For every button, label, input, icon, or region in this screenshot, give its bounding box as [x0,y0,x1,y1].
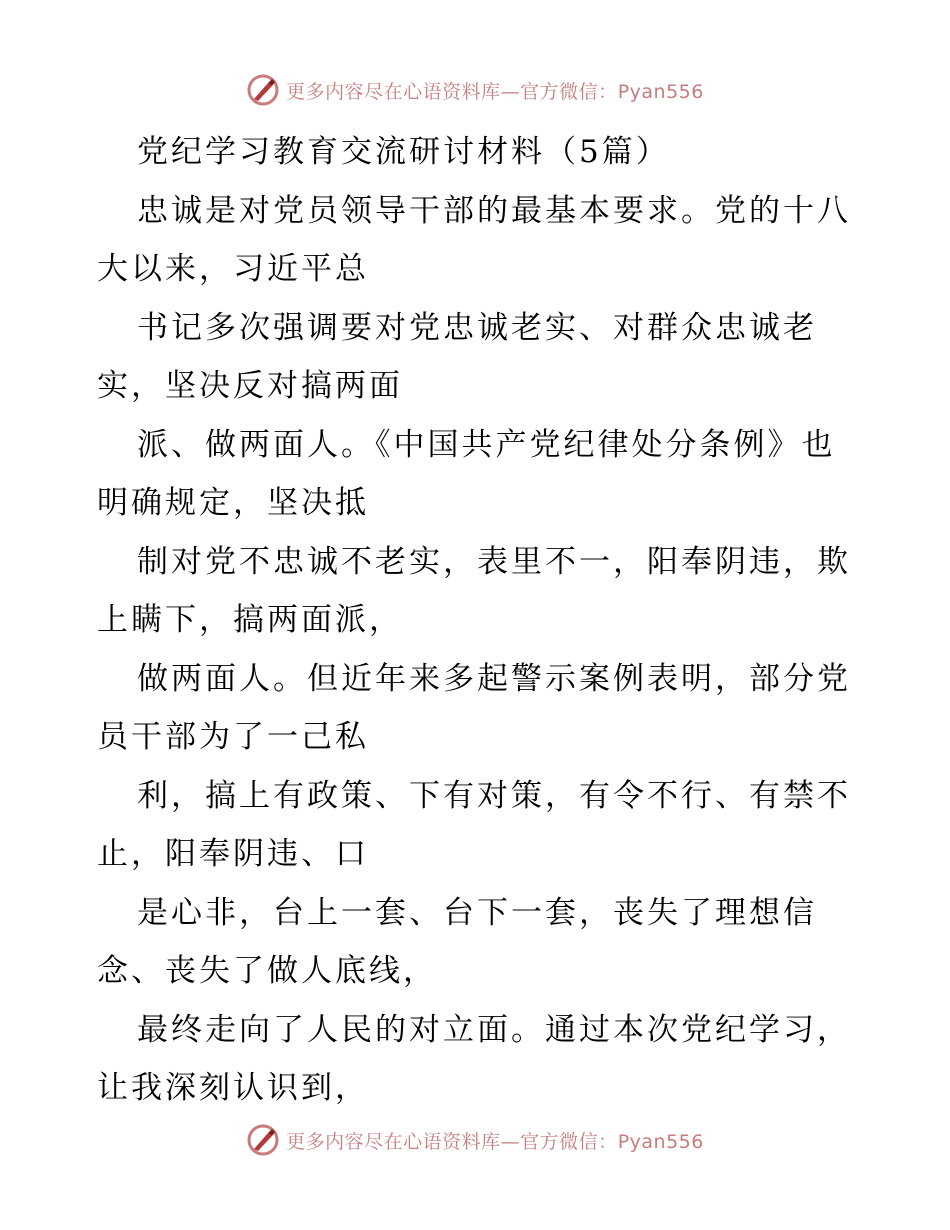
text-line: 最终走向了人民的对立面。通过本次党纪学习， [137,1011,851,1048]
watermark-separator: — [500,1130,521,1153]
watermark-account: Pyan556 [617,80,704,103]
document-lines [97,182,857,1118]
text-line: 派、做两面人。《中国共产党纪律处分条例》也 [137,426,836,463]
document-body [97,123,857,1118]
text-line: 做两面人。但近年来多起警示案例表明，部分党 [137,660,851,697]
text-line: 是心非，台上一套、台下一套，丧失了理想信 [137,894,817,931]
text-line: 员干部为了一己私 [97,719,369,755]
text-line: 忠诚是对党员领导干部的最基本要求。党的十八 [137,192,851,229]
pen-logo-icon [246,1123,280,1157]
text-line: 明确规定，坚决抵 [97,485,369,521]
text-line: 念、丧失了做人底线， [97,953,437,989]
watermark-main-text: 更多内容尽在心语资料库 [286,80,501,103]
text-line: 止，阳奉阴违、口 [97,836,369,872]
text-line: 利，搞上有政策、下有对策，有令不行、有禁不 [137,777,851,814]
footer-watermark [0,1120,950,1160]
watermark-separator: — [500,80,521,103]
watermark-main-text: 更多内容尽在心语资料库 [286,1130,501,1153]
pen-logo-icon [246,73,280,107]
text-line: 制对党不忠诚不老实，表里不一，阳奉阴违，欺 [137,543,851,580]
text-line: 让我深刻认识到， [97,1070,369,1106]
text-line: 上瞒下，搞两面派， [97,602,403,638]
watermark-label: 官方微信： [520,80,618,103]
watermark-text [286,1127,704,1154]
text-line: 实，坚决反对搞两面 [97,368,403,404]
watermark-label: 官方微信： [520,1130,618,1153]
header-watermark [0,70,950,110]
watermark-text [286,77,704,104]
watermark-account: Pyan556 [617,1130,704,1153]
document-title: 党纪学习教育交流研讨材料（5篇） [137,134,670,170]
text-line: 书记多次强调要对党忠诚老实、对群众忠诚老 [137,309,817,346]
text-line: 大以来，习近平总 [97,251,369,287]
